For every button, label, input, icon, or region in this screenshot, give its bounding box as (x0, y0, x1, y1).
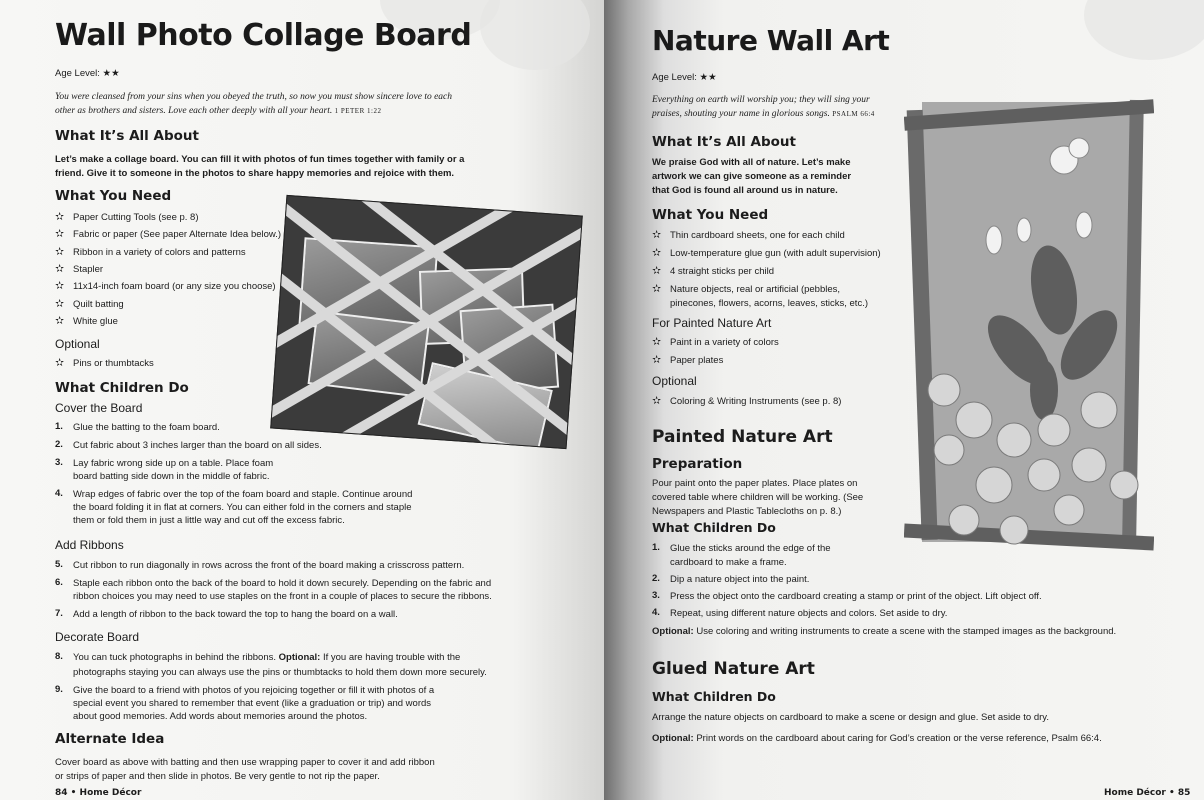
text-line: We praise God with all of nature. Let’s make (652, 157, 851, 168)
optional-heading: Optional (652, 374, 697, 388)
age-level (55, 66, 120, 81)
glued-optional (652, 731, 1102, 746)
step8-text: If you are having trouble with the (322, 652, 461, 663)
about-line: friend. Give it to someone in the photos to share happy memories and rejoice with them. (55, 168, 455, 179)
step-line: Staple each ribbon onto the back of the board to hold it down securely. Depending on the fabric and (73, 578, 492, 589)
step-number: 4. (652, 607, 660, 618)
list-item: Thin cardboard sheets, one for each child (670, 230, 845, 241)
step-line: about good memories. Add words about memories around the photos. (73, 711, 368, 722)
verse-text: praises, shouting your name in glorious songs. (652, 109, 830, 119)
step-number: 9. (55, 684, 63, 695)
verse-reference: 1 PETER 1:22 (334, 107, 382, 115)
step-number: 1. (55, 421, 63, 432)
star-bullet-icon: ✫ (55, 211, 65, 223)
optional-label: Optional: (652, 626, 694, 637)
star-bullet-icon: ✫ (55, 280, 65, 293)
flower (1110, 471, 1138, 499)
flower (1081, 392, 1117, 428)
page-title: Wall Photo Collage Board (55, 18, 472, 53)
list-item: 4 straight sticks per child (670, 266, 775, 277)
age-label: Age Level: (652, 72, 697, 83)
flower (956, 402, 992, 438)
page-footer: 84 • Home Décor (55, 788, 142, 798)
list-item: Nature objects, real or artificial (pebbles, (670, 284, 841, 295)
flower (1028, 459, 1060, 491)
flower (934, 435, 964, 465)
glued-line: Arrange the nature objects on cardboard to make a scene or design and glue. Set aside to dry. (652, 712, 1049, 723)
flower (1072, 448, 1106, 482)
step-line: Give the board to a friend with photos of you rejoicing together or fill it with photos of a (73, 685, 435, 696)
step-number: 3. (55, 457, 63, 468)
step-line: Repeat, using different nature objects and colors. Set aside to dry. (670, 608, 948, 619)
preparation-heading: Preparation (652, 456, 743, 472)
ribbons-heading: Add Ribbons (55, 538, 124, 552)
text-line: Pour paint onto the paper plates. Place plates on (652, 478, 858, 489)
verse-reference: PSALM 66:4 (832, 110, 875, 118)
star-bullet-icon: ✫ (55, 262, 65, 275)
star-bullet-icon: ✫ (652, 229, 662, 241)
petal (1017, 218, 1031, 242)
list-item: Ribbon in a variety of colors and patterns (73, 246, 246, 258)
step-line: them or fold them in just a little way and cut off the excess fabric. (73, 515, 345, 526)
star-bullet-icon: ✫ (652, 265, 662, 277)
text-line: artwork we can give someone as a reminder (652, 171, 852, 182)
optional-label: Optional: (652, 733, 694, 744)
step-line: photographs staying you can always use the pins or thumbtacks to hold them down more securely. (73, 667, 487, 678)
nature-art-photo (904, 90, 1154, 558)
age-stars: ★★ (102, 68, 120, 79)
glued-optional-text: Print words on the cardboard about caring for God’s creation or the verse reference, Psalm 66:4. (696, 733, 1102, 744)
page-title: Nature Wall Art (652, 24, 890, 57)
alternate-line: Cover board as above with batting and then use wrapping paper to cover it and add ribbon (55, 757, 435, 768)
age-label: Age Level: (55, 68, 100, 79)
flower (928, 374, 960, 406)
star-bullet-icon: ✫ (55, 314, 65, 327)
step-line: Dip a nature object into the paint. (670, 574, 810, 585)
list-item: Paint in a variety of colors (670, 337, 779, 348)
alternate-heading: Alternate Idea (55, 731, 165, 747)
step8-text: You can tuck photographs in behind the ribbons. (73, 652, 276, 663)
background-leaf (1084, 0, 1204, 60)
step-number: 7. (55, 608, 63, 619)
step-number: 5. (55, 559, 63, 570)
background-leaf (480, 0, 590, 70)
text-line: covered table where children will be working. (See (652, 492, 864, 503)
text-line: that God is found all around us in nature. (652, 185, 838, 196)
collage-board-photo (270, 195, 583, 449)
optional-note (652, 624, 1116, 639)
decorate-heading: Decorate Board (55, 630, 140, 644)
step-line: Glue the sticks around the edge of the (670, 543, 831, 554)
star-bullet-icon: ✫ (652, 354, 662, 366)
verse-line: Everything on earth will worship you; they will sing your (652, 95, 870, 105)
flower (949, 505, 979, 535)
leaf (1030, 360, 1058, 420)
step-number: 3. (652, 590, 660, 601)
list-item: Low-temperature glue gun (with adult supervision) (670, 248, 881, 259)
step-line: Add a length of ribbon to the back toward the top to hang the board on a wall. (73, 609, 398, 620)
painted-subheading: For Painted Nature Art (652, 316, 772, 330)
list-item: Quilt batting (73, 298, 124, 310)
petal (986, 226, 1002, 254)
list-item: Pins or thumbtacks (73, 358, 154, 369)
children-heading: What Children Do (55, 380, 189, 396)
verse-line (652, 107, 875, 121)
step-line: Cut fabric about 3 inches larger than the board on all sides. (73, 440, 322, 451)
list-item: White glue (73, 315, 118, 327)
star-bullet-icon: ✫ (652, 283, 662, 295)
optional-label: Optional: (278, 652, 321, 663)
list-item: Stapler (73, 263, 104, 275)
step-line: Cut ribbon to run diagonally in rows across the front of the board making a crisscross pattern. (73, 560, 465, 571)
step-line: special event you shared to remember that event (like a graduation or trip) and words (73, 698, 432, 709)
glued-heading: Glued Nature Art (652, 659, 815, 679)
step-line: cardboard to make a frame. (670, 557, 787, 568)
step-line: Press the object onto the cardboard creating a stamp or print of the object. Lift object off. (670, 591, 1042, 602)
glued-children-heading: What Children Do (652, 689, 776, 704)
list-item: pinecones, flowers, acorns, leaves, sticks, etc.) (670, 298, 868, 309)
list-item: Paper Cutting Tools (see p. 8) (73, 212, 199, 223)
star-bullet-icon: ✫ (55, 297, 65, 310)
need-heading: What You Need (652, 207, 769, 223)
step-number: 6. (55, 577, 63, 588)
age-stars: ★★ (699, 72, 717, 83)
step-number: 4. (55, 488, 63, 499)
step-line (73, 650, 460, 665)
list-item: Coloring & Writing Instruments (see p. 8) (670, 396, 842, 407)
cover-heading: Cover the Board (55, 401, 143, 415)
petal (1076, 212, 1092, 238)
alternate-line: or strips of paper and then slide in photos. Be very gentle to not rip the paper. (55, 771, 380, 782)
step-line: the board folding it in flat at corners. You can either fold in the corners and staple (73, 502, 412, 513)
step-line: Wrap edges of fabric over the top of the foam board and staple. Continue around (73, 489, 413, 500)
step-line: Glue the batting to the foam board. (73, 422, 220, 433)
star-bullet-icon: ✫ (652, 336, 662, 348)
star-bullet-icon: ✫ (55, 357, 65, 369)
optional-heading: Optional (55, 337, 100, 351)
star-bullet-icon: ✫ (55, 245, 65, 258)
star-bullet-icon: ✫ (652, 395, 662, 407)
flower (997, 423, 1031, 457)
text-line: Newspapers and Plastic Tablecloths on p. 8.) (652, 506, 842, 517)
verse-text: You were cleansed from your sins when you obeyed the truth, so now you must show sincere love to each other as brothers and sisters. Love each other deeply with all your heart. (55, 92, 453, 116)
step-number: 2. (55, 439, 63, 450)
about-heading: What It’s All About (652, 134, 796, 150)
step-line: Lay fabric wrong side up on a table. Place foam (73, 458, 274, 469)
scripture-verse (55, 90, 455, 118)
flower (1038, 414, 1070, 446)
step-line: ribbon choices you may need to use staples on the front in a couple of places to secure the ribbons. (73, 591, 492, 602)
need-heading: What You Need (55, 188, 172, 204)
step-number: 2. (652, 573, 660, 584)
page-footer: Home Décor • 85 (1104, 788, 1191, 798)
list-item: Paper plates (670, 355, 724, 366)
flower (1069, 138, 1089, 158)
list-item: Fabric or paper (See paper Alternate Idea below.) (73, 229, 282, 241)
star-bullet-icon: ✫ (652, 247, 662, 259)
step-number: 8. (55, 651, 63, 662)
star-bullet-icon: ✫ (55, 228, 65, 241)
step-number: 1. (652, 542, 660, 553)
painted-heading: Painted Nature Art (652, 427, 833, 447)
age-level (652, 70, 717, 85)
flower (976, 467, 1012, 503)
step-line: board batting side down in the middle of fabric. (73, 471, 270, 482)
flower (1000, 516, 1028, 544)
optional-note-text: Use coloring and writing instruments to create a scene with the stamped images as the background. (696, 626, 1117, 637)
list-item: 11x14-inch foam board (or any size you choose) (73, 281, 276, 293)
flower (1054, 495, 1084, 525)
about-line: Let’s make a collage board. You can fill it with photos of fun times together with family or a (55, 154, 465, 165)
about-heading: What It’s All About (55, 128, 199, 144)
children-heading: What Children Do (652, 520, 776, 535)
